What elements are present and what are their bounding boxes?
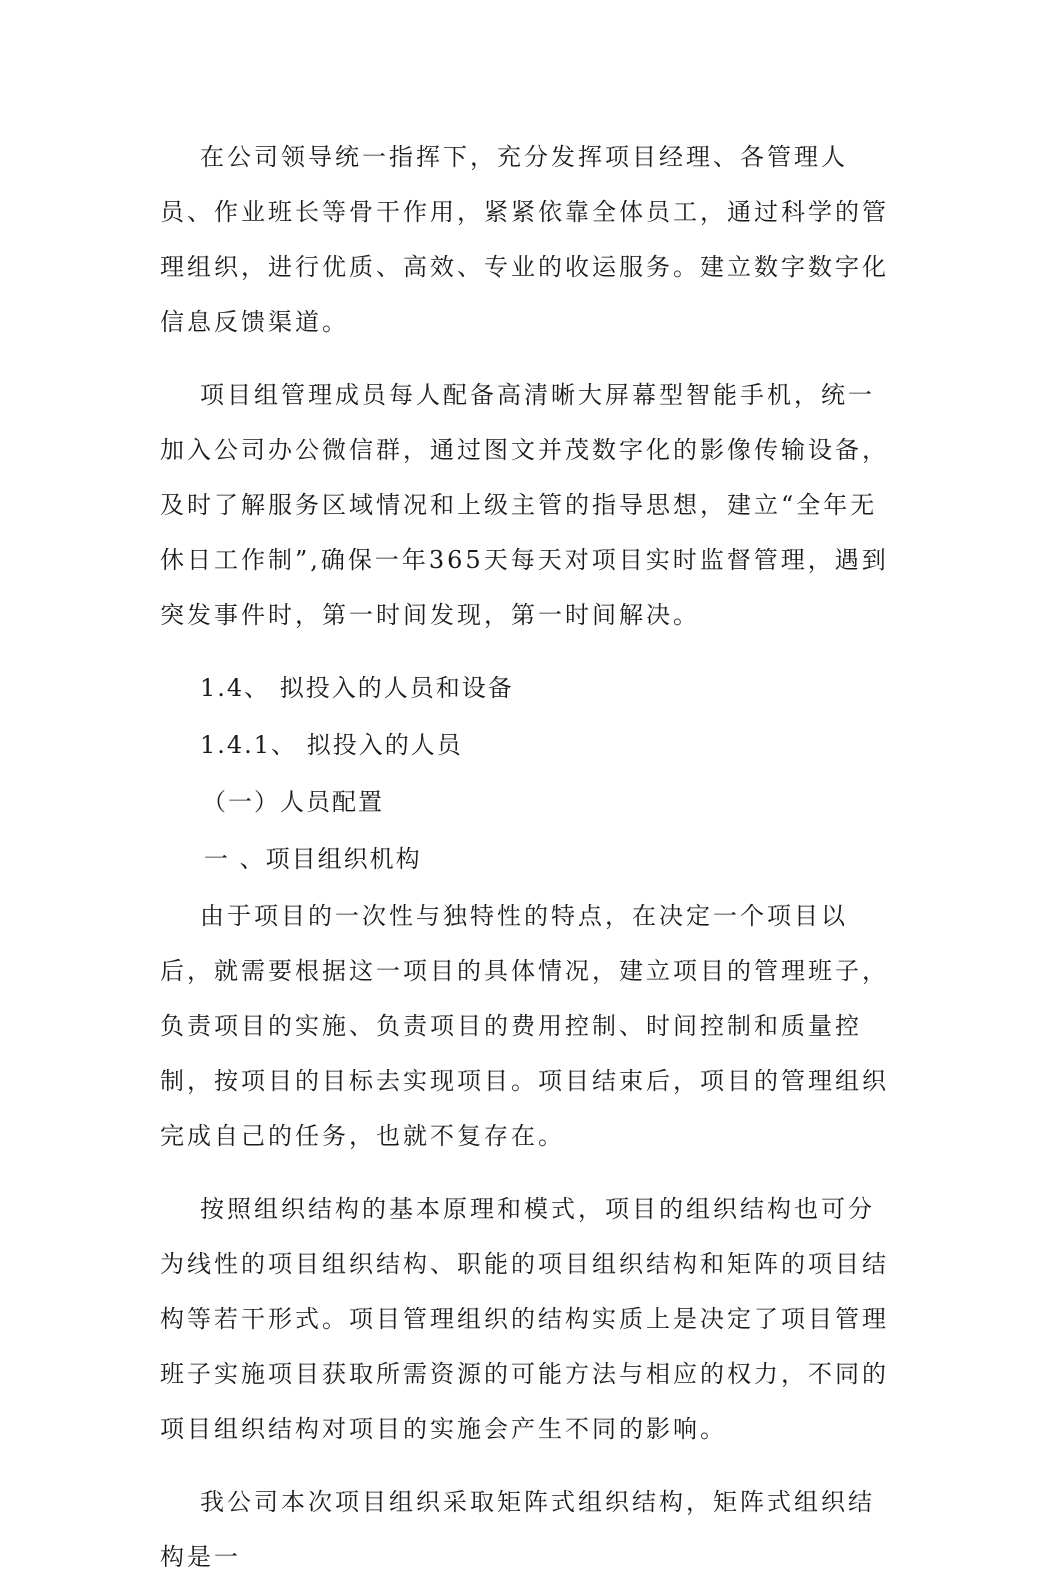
section-heading-1-4: 1.4、 拟投入的人员和设备 <box>200 674 514 702</box>
paragraph-matrix-structure: 我公司本次项目组织采取矩阵式组织结构，矩阵式组织结构是一 <box>160 1488 875 1571</box>
paragraph-smartphone: 项目组管理成员每人配备高清晰大屏幕型智能手机，统一加入公司办公微信群，通过图文并茂数字化的影像传输设备，及时了解服务区域情况和上级主管的指导思想，建立“全年无休日工作制”,确保一年365天每天对项目实时监督管理，遇到突发事件时，第一时间发现，第一时间解决。 <box>160 381 889 629</box>
paragraph-structure-types: 按照组织结构的基本原理和模式，项目的组织结构也可分为线性的项目组织结构、职能的项目组织结构和矩阵的项目结构等若干形式。项目管理组织的结构实质上是决定了项目管理班子实施项目获取所需资源的可能方法与相应的权力，不同的项目组织结构对项目的实施会产生不同的影响。 <box>160 1195 889 1443</box>
subheading-organization: 一 、项目组织机构 <box>204 845 422 873</box>
subheading-personnel: （一）人员配置 <box>202 788 384 816</box>
paragraph-leadership: 在公司领导统一指挥下，充分发挥项目经理、各管理人员、作业班长等骨干作用，紧紧依靠全体员工，通过科学的管理组织，进行优质、高效、专业的收运服务。建立数字数字化信息反馈渠道。 <box>160 143 889 336</box>
paragraph-project-uniqueness: 由于项目的一次性与独特性的特点，在决定一个项目以后，就需要根据这一项目的具体情况，建立项目的管理班子，负责项目的实施、负责项目的费用控制、时间控制和质量控制，按项目的目标去实现项目。项目结束后，项目的管理组织完成自己的任务，也就不复存在。 <box>160 902 889 1150</box>
document-page <box>160 130 900 1585</box>
section-heading-1-4-1: 1.4.1、 拟投入的人员 <box>200 731 463 759</box>
